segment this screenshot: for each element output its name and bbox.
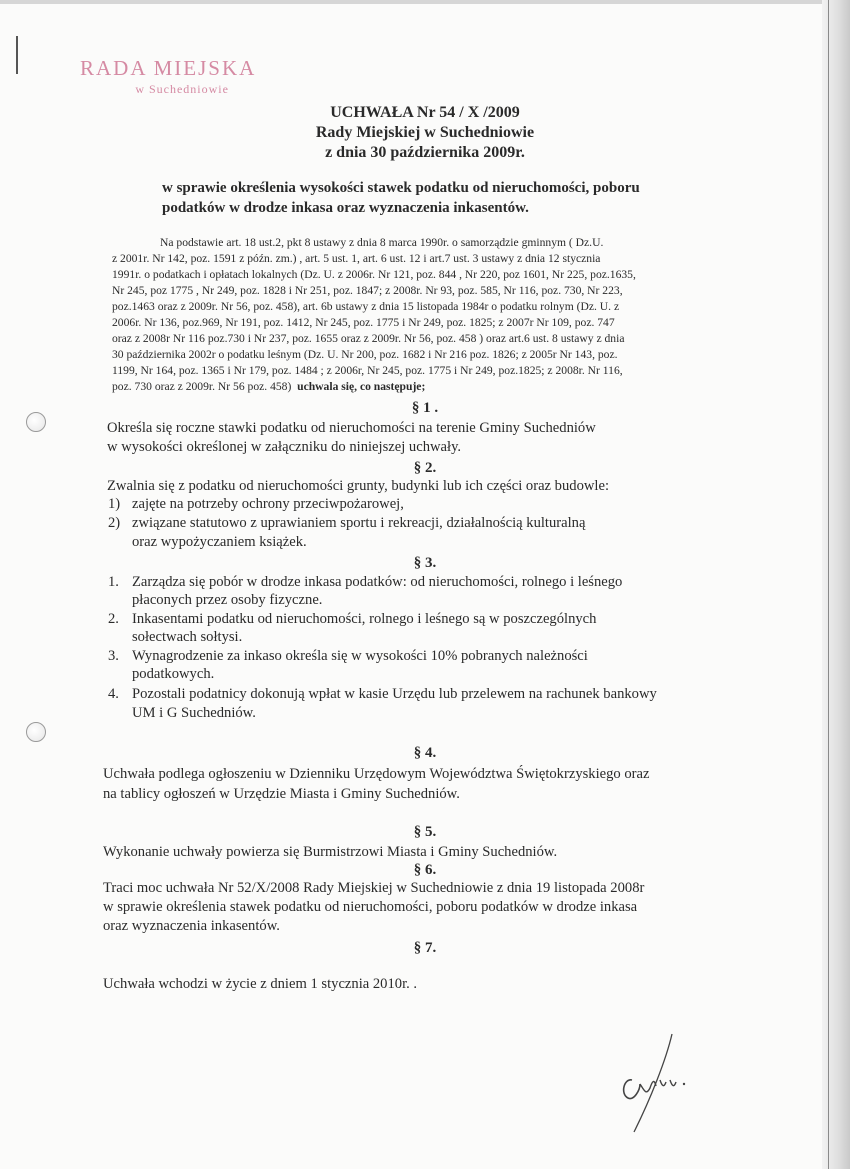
- margin-pen-mark: [16, 36, 18, 74]
- legal-basis-line: Na podstawie art. 18 ust.2, pkt 8 ustawy z dnia 8 marca 1990r. o samorządzie gminnym ( Dz.U.: [160, 236, 604, 249]
- section-6-text: oraz wyznaczenia inkasentów.: [103, 918, 280, 934]
- council-name: Rady Miejskiej w Suchedniowie: [315, 124, 535, 141]
- resolution-clause: uchwala się, co następuje;: [297, 380, 426, 393]
- section-4-text: na tablicy ogłoszeń w Urzędzie Miasta i Gminy Suchedniów.: [103, 786, 460, 802]
- list-item-text: Inkasentami podatku od nieruchomości, rolnego i leśnego są w poszczególnych: [132, 611, 597, 627]
- section-6-heading: § 6.: [413, 862, 437, 878]
- legal-basis-line: oraz z 2008r Nr 116 poz.730 i Nr 237, poz. 1655 oraz z 2009r. Nr 56, poz. 458 ) oraz art.6 ust. 8 ustawy z dnia: [112, 332, 625, 345]
- resolution-date: z dnia 30 października 2009r.: [325, 144, 525, 161]
- legal-basis-line: poz. 730 oraz z 2009r. Nr 56 poz. 458) uchwala się, co następuje;: [112, 380, 426, 393]
- scan-right-edge: [822, 0, 850, 1169]
- section-7-text: Uchwała wchodzi w życie z dniem 1 stycznia 2010r. .: [103, 976, 418, 992]
- list-item-text: Pozostali podatnicy dokonują wpłat w kasie Urzędu lub przelewem na rachunek bankowy: [132, 686, 657, 702]
- scan-top-edge: [0, 0, 850, 4]
- section-4-text: Uchwała podlega ogłoszeniu w Dzienniku Urzędowym Województwa Świętokrzyskiego oraz: [103, 766, 650, 782]
- section-5-text: Wykonanie uchwały powierza się Burmistrzowi Miasta i Gminy Suchedniów.: [103, 844, 558, 860]
- list-item-number: 2): [108, 515, 121, 531]
- section-2-heading: § 2.: [413, 460, 437, 476]
- list-item-text: podatkowych.: [132, 666, 215, 682]
- list-item-text: sołectwach sołtysi.: [132, 629, 243, 645]
- legal-basis-line: 1199, Nr 164, poz. 1365 i Nr 179, poz. 1484 ; z 2006r, Nr 245, poz. 1775 i Nr 249, poz.1825; z 2008r. Nr 116,: [112, 364, 623, 377]
- subject-line: w sprawie określenia wysokości stawek podatku od nieruchomości, poboru: [162, 180, 640, 196]
- list-item-number: 2.: [108, 611, 119, 627]
- handwritten-signature-icon: [610, 1030, 720, 1140]
- list-item-text: związane statutowo z uprawianiem sportu i rekreacji, działalnością kulturalną: [132, 515, 586, 531]
- section-5-heading: § 5.: [413, 824, 437, 840]
- section-3-heading: § 3.: [413, 555, 437, 571]
- section-4-heading: § 4.: [413, 745, 437, 761]
- section-1-text: Określa się roczne stawki podatku od nieruchomości na terenie Gminy Suchedniów: [107, 420, 596, 436]
- section-2-intro: Zwalnia się z podatku od nieruchomości grunty, budynki lub ich części oraz budowle:: [107, 478, 609, 494]
- section-6-text: Traci moc uchwała Nr 52/X/2008 Rady Miejskiej w Suchedniowie z dnia 19 listopada 2008r: [103, 880, 645, 896]
- resolution-number: UCHWAŁA Nr 54 / X /2009: [330, 104, 520, 121]
- stamp-line-1: RADA MIEJSKA: [80, 56, 257, 80]
- legal-basis-line: poz.1463 oraz z 2009r. Nr 56, poz. 458), art. 6b ustawy z dnia 15 listopada 1984r o podatku rolnym (Dz. U. z: [112, 300, 620, 313]
- list-item-number: 3.: [108, 648, 119, 664]
- list-item-text: UM i G Suchedniów.: [132, 705, 256, 721]
- legal-basis-line: 1991r. o podatkach i opłatach lokalnych (Dz. U. z 2006r. Nr 121, poz. 844 , Nr 220, poz 1601, Nr 225, poz.1635,: [112, 268, 636, 281]
- legal-basis-line: z 2001r. Nr 142, poz. 1591 z późn. zm.) , art. 5 ust. 1, art. 6 ust. 12 i art.7 ust. 3 ustawy z dnia 12 stycznia: [112, 252, 601, 265]
- list-item-text: Zarządza się pobór w drodze inkasa podatków: od nieruchomości, rolnego i leśnego: [132, 574, 623, 590]
- stamp-line-2: w Suchedniowie: [135, 82, 229, 96]
- list-item-text: płaconych przez osoby fizyczne.: [132, 592, 323, 608]
- subject-line: podatków w drodze inkasa oraz wyznaczenia inkasentów.: [162, 200, 529, 216]
- section-1-text: w wysokości określonej w załączniku do niniejszej uchwały.: [107, 439, 462, 455]
- list-item-text: Wynagrodzenie za inkaso określa się w wysokości 10% pobranych należności: [132, 648, 588, 664]
- punch-hole-icon: [26, 722, 46, 742]
- section-7-heading: § 7.: [413, 940, 437, 956]
- legal-basis-line: Nr 245, poz 1775 , Nr 249, poz. 1828 i Nr 251, poz. 1847; z 2008r. Nr 93, poz. 585, Nr 116, poz. 730, Nr 223,: [112, 284, 623, 297]
- list-item-number: 1.: [108, 574, 119, 590]
- council-stamp: [80, 56, 256, 97]
- section-6-text: w sprawie określenia stawek podatku od nieruchomości, poboru podatków w drodze inkasa: [103, 899, 638, 915]
- list-item-text: oraz wypożyczaniem książek.: [132, 534, 307, 550]
- list-item-number: 1): [108, 496, 121, 512]
- legal-basis-line: 2006r. Nr 136, poz.969, Nr 191, poz. 1412, Nr 245, poz. 1775 i Nr 249, poz. 1825; z 2007r Nr 109, poz. 747: [112, 316, 615, 329]
- list-item-text: zajęte na potrzeby ochrony przeciwpożarowej,: [132, 496, 404, 512]
- section-1-heading: § 1 .: [411, 400, 439, 416]
- legal-basis-line: 30 października 2002r o podatku leśnym (Dz. U. Nr 200, poz. 1682 i Nr 216 poz. 1826; z 2005r Nr 143, poz.: [112, 348, 618, 361]
- list-item-number: 4.: [108, 686, 119, 702]
